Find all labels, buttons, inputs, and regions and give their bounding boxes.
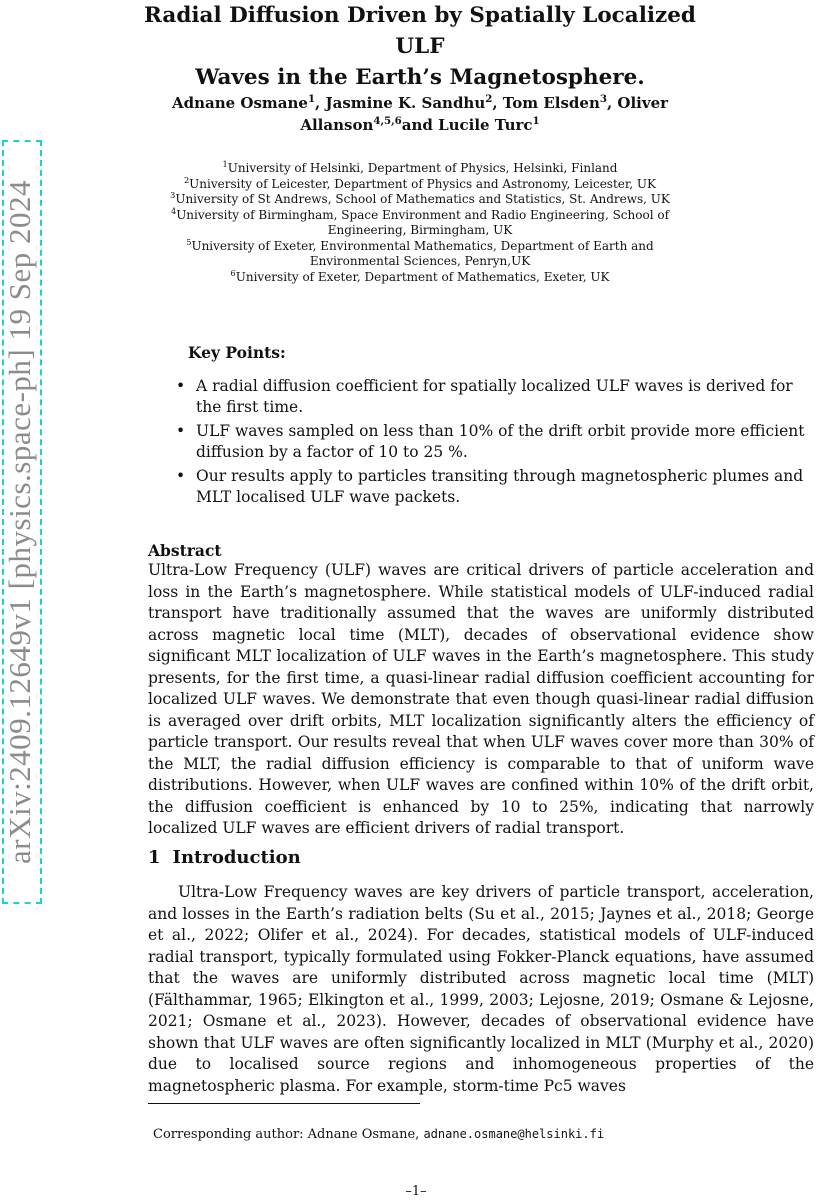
affiliation bbox=[140, 174, 700, 193]
bullet-icon: • bbox=[176, 467, 186, 485]
page-number: –1– bbox=[405, 1184, 427, 1199]
author-affil-sup: 1 bbox=[532, 115, 540, 127]
footnote-label: Corresponding author: Adnane Osmane, bbox=[153, 1127, 420, 1142]
abstract-body: Ultra-Low Frequency (ULF) waves are critical drivers of particle acceleration and loss in the Earth’s magnetosphere. While statistical models of ULF-induced radial transport have traditionally assumed that the waves are uniformly distributed across magnetic local time (MLT), decades of observational evidence show significant MLT localization of ULF waves in the Earth’s magnetosphere. This study presents, for the first time, a quasi-linear radial diffusion coefficient accounting for localized ULF waves. We demonstrate that even though quasi-linear radial diffusion is averaged over drift orbits, MLT localization significantly alters the efficiency of particle transport. Our results reveal that when ULF waves cover more than 30% of the MLT, the radial diffusion efficiency is comparable to that of uniform wave distributions. However, when ULF waves are confined within 10% of the drift orbit, the diffusion coefficient is enhanced by 10 to 25%, indicating that narrowly localized ULF waves are efficient drivers of radial transport. bbox=[148, 561, 814, 837]
key-point-text: Our results apply to particles transiting through magnetospheric plumes and MLT localised ULF wave packets. bbox=[196, 467, 804, 506]
affiliation bbox=[140, 236, 700, 270]
title-line-2: Waves in the Earth’s Magnetosphere. bbox=[195, 65, 645, 90]
author-name: Adnane Osmane bbox=[171, 94, 308, 112]
abstract-heading: Abstract bbox=[148, 541, 222, 560]
author-email-link[interactable]: adnane.osmane@helsinki.fi bbox=[423, 1127, 605, 1141]
key-point-text: A radial diffusion coefficient for spatially localized ULF waves is derived for the first time. bbox=[196, 377, 793, 416]
affiliation-sup: 6 bbox=[230, 267, 236, 278]
affiliation-sup: 4 bbox=[170, 205, 177, 216]
section-heading-introduction bbox=[148, 847, 301, 868]
author-separator: , bbox=[492, 94, 503, 112]
author-name: Jasmine K. Sandhu bbox=[325, 94, 486, 112]
affiliation-list bbox=[140, 161, 700, 285]
author-separator: , bbox=[606, 94, 618, 112]
affiliation-text: University of Helsinki, Department of Physics, Helsinki, Finland bbox=[227, 161, 618, 175]
author bbox=[503, 94, 618, 112]
affiliation-text: University of Leicester, Department of Physics and Astronomy, Leicester, UK bbox=[189, 176, 657, 191]
author-name: Lucile Turc bbox=[438, 116, 533, 134]
affiliation-text: University of Exeter, Department of Mathematics, Exeter, UK bbox=[235, 269, 610, 284]
affiliation-text: University of Birmingham, Space Environment and Radio Engineering, School of Engineering, Birmingham, UK bbox=[176, 207, 670, 237]
affiliation bbox=[140, 192, 700, 208]
author-separator: and bbox=[401, 116, 439, 134]
footnote-divider bbox=[148, 1103, 420, 1104]
section-title: Introduction bbox=[172, 847, 301, 868]
author-affil-sup: 2 bbox=[485, 93, 493, 105]
arxiv-identifier: arXiv:2409.12649v1 [physics.space-ph] 19 Sep 2024 bbox=[2, 179, 37, 865]
author bbox=[438, 116, 540, 134]
affiliation-sup: 5 bbox=[186, 236, 192, 247]
key-points-list bbox=[176, 376, 806, 511]
key-point-item bbox=[176, 421, 806, 462]
affiliation-text: University of Exeter, Environmental Mathematics, Department of Earth and Environmental Sciences, Penryn,UK bbox=[191, 238, 654, 268]
key-point-item bbox=[176, 376, 806, 417]
key-point-item bbox=[176, 466, 806, 507]
key-point-text: ULF waves sampled on less than 10% of the drift orbit provide more efficient diffusion by a factor of 10 to 25 %. bbox=[196, 422, 805, 461]
affiliation-sup: 2 bbox=[183, 174, 190, 185]
corresponding-author-footnote bbox=[153, 1127, 604, 1142]
affiliation bbox=[140, 161, 700, 177]
affiliation-sup: 3 bbox=[170, 190, 176, 200]
author-name: Tom Elsden bbox=[502, 94, 600, 112]
affiliation bbox=[140, 267, 700, 286]
affiliation-sup: 1 bbox=[222, 159, 228, 169]
paper-title bbox=[140, 0, 700, 93]
section-number: 1 bbox=[148, 847, 161, 868]
bullet-icon: • bbox=[176, 377, 186, 395]
author-list bbox=[140, 92, 700, 136]
author-affil-sup: 3 bbox=[599, 93, 607, 105]
author-affil-sup: 4,5,6 bbox=[373, 115, 402, 127]
affiliation-text: University of St Andrews, School of Mathematics and Statistics, St. Andrews, UK bbox=[175, 192, 670, 206]
bullet-icon: • bbox=[176, 422, 186, 440]
introduction-body: Ultra-Low Frequency waves are key drivers of particle transport, acceleration, and losses in the Earth’s radiation belts (Su et al., 2015; Jaynes et al., 2018; George et al., 2022; Olifer et al., 2024). For decades, statistical models of ULF-induced radial transport, typically formulated using Fokker-Planck equations, have assumed that the waves are uniformly distributed across magnetic local time (MLT) (Fälthammar, 1965; Elkington et al., 1999, 2003; Lejosne, 2019; Osmane & Lejosne, 2021; Osmane et al., 2023). However, decades of observational evidence have shown that ULF waves are often significantly localized in MLT (Murphy et al., 2020) due to localised source regions and inhomogeneous properties of the magnetospheric plasma. For example, storm-time Pc5 waves bbox=[148, 883, 814, 1095]
affiliation bbox=[140, 205, 700, 239]
author bbox=[326, 94, 503, 112]
key-points-heading: Key Points: bbox=[188, 343, 286, 362]
author-name: Oliver Allanson bbox=[300, 94, 669, 134]
author bbox=[172, 94, 326, 112]
title-line-1: Radial Diffusion Driven by Spatially Localized ULF bbox=[144, 3, 696, 59]
author-affil-sup: 1 bbox=[307, 93, 316, 105]
author-separator: , bbox=[315, 94, 326, 112]
